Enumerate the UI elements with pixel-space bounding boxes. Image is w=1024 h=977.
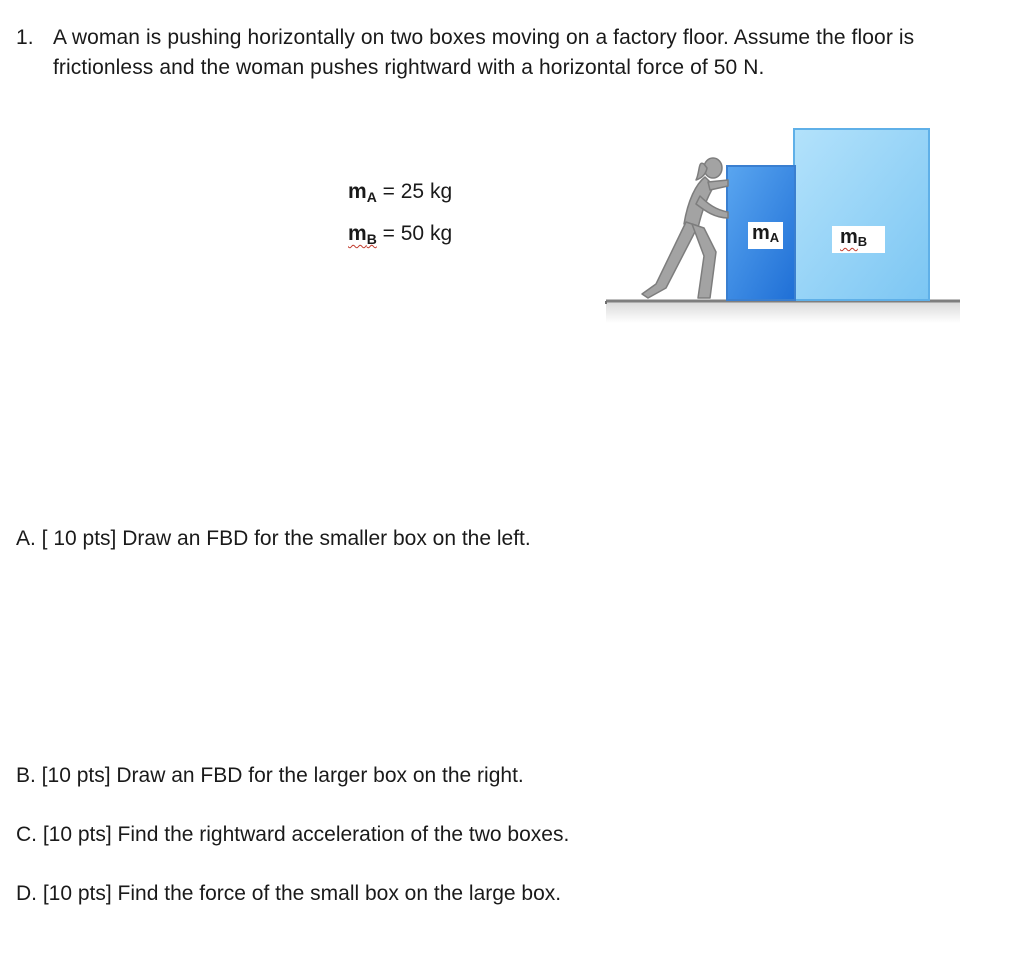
box-b — [794, 129, 929, 300]
floor-shadow — [606, 301, 960, 323]
box-b-label — [832, 226, 885, 253]
mass-b-value: = 50 kg — [382, 222, 453, 245]
mass-a-symbol: m — [348, 180, 367, 203]
woman-figure — [642, 158, 728, 298]
box-a-label-symbol: m — [752, 222, 770, 244]
box-b-label-subscript: B — [857, 234, 868, 249]
box-b-label-symbol: m — [840, 226, 858, 248]
part-b-prompt: B. [10 pts] Draw an FBD for the larger box on the right. — [16, 764, 524, 787]
part-c-prompt: C. [10 pts] Find the rightward acceleration of the two boxes. — [16, 823, 570, 846]
part-d-prompt: D. [10 pts] Find the force of the small box on the large box. — [16, 882, 562, 905]
part-a-prompt: A. [ 10 pts] Draw an FBD for the smaller box on the left. — [16, 527, 531, 550]
problem-statement-line-1: A woman is pushing horizontally on two boxes moving on a factory floor. Assume the floor is — [53, 26, 915, 49]
mass-b-symbol: m — [348, 222, 367, 245]
woman-leg-front — [692, 224, 716, 298]
mass-a-given — [348, 178, 452, 211]
woman-arm-upper — [708, 180, 728, 190]
woman-leg-back — [642, 222, 698, 298]
mass-b-label — [348, 222, 377, 245]
mass-a-subscript: A — [366, 189, 377, 205]
box-a-label-subscript: A — [769, 230, 780, 245]
mass-b-subscript: B — [366, 231, 377, 247]
pushing-boxes-figure — [600, 120, 970, 330]
box-a-label — [748, 222, 783, 249]
mass-b-given — [348, 220, 452, 253]
mass-a-value: = 25 kg — [382, 180, 453, 203]
problem-statement-line-2: frictionless and the woman pushes rightward with a horizontal force of 50 N. — [53, 56, 765, 79]
problem-number: 1. — [16, 26, 34, 49]
